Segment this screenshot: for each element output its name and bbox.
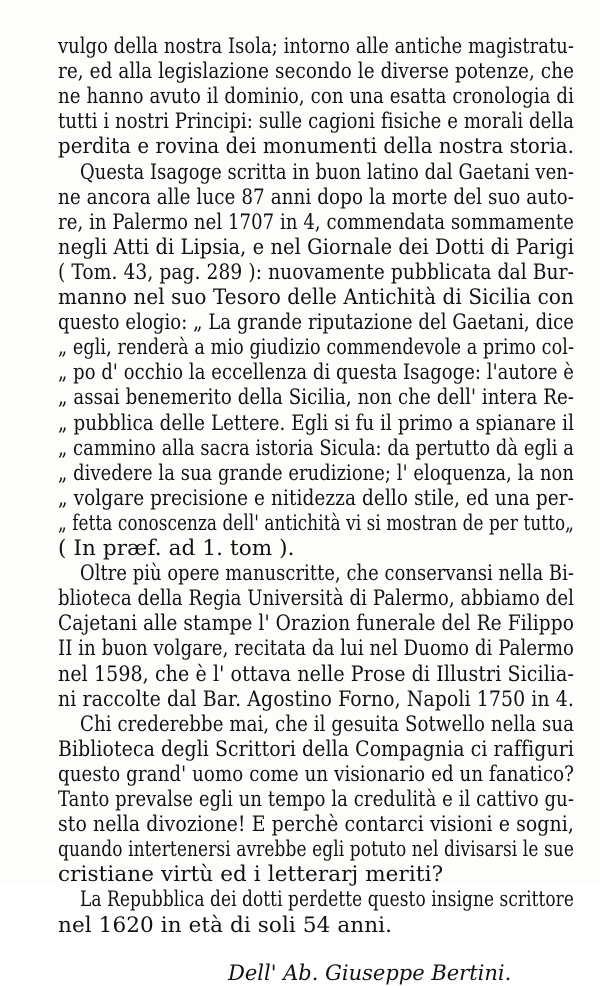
text-line: La Repubblica dei dotti perdette questo insigne scrittore — [80, 887, 574, 913]
text-line: ( Tom. 43, pag. 289 ): nuovamente pubblicata dal Bur- — [58, 259, 575, 285]
text-line: Tanto prevalse egli un tempo la credulità e il cattivo gu- — [58, 787, 574, 812]
text-line: questo grand' uomo come un visionario ed un fanatico? — [58, 761, 575, 787]
text-line: „ egli, renderà a mio giudizio commendevole a primo col- — [58, 335, 575, 361]
text-line: re, in Palermo nel 1707 in 4, commendata sommamente — [58, 209, 574, 235]
text-line: II in buon volgare, recitata da lui nel Duomo di Palermo — [58, 636, 575, 662]
text-line: manno nel suo Tesoro delle Antichità di Sicilia con — [58, 285, 574, 310]
text-line: quando intertenersi avrebbe egli potuto nel divisarsi le sue — [58, 837, 574, 863]
text-line: Chi crederebbe mai, che il gesuita Sotwello nella sua — [80, 711, 575, 737]
text-line: „ pubblica delle Lettere. Egli si fu il primo a spianare il — [58, 410, 575, 436]
text-line: nel 1598, che è l' ottava nelle Prose di Illustri Sicilia- — [58, 661, 574, 687]
text-line: vulgo della nostra Isola; intorno alle antiche magistratu- — [58, 34, 574, 59]
text-line: tutti i nostri Principi: sulle cagioni fisiche e morali della — [58, 109, 574, 135]
text-line: perdita e rovina dei monumenti della nostra storia. — [58, 134, 575, 160]
text-line: sto nella divozione! E perchè contarci visioni e sogni, — [58, 812, 574, 838]
text-line: „ cammino alla sacra istoria Sicula: da pertutto dà egli a — [58, 435, 574, 461]
text-line: „ divedere la sua grande erudizione; l' eloquenza, la non — [58, 460, 574, 486]
text-line: „ volgare precisione e nitidezza dello stile, ed una per- — [58, 485, 575, 511]
text-line: Questa Isagoge scritta in buon latino dal Gaetani ven- — [80, 159, 574, 185]
text-line: „ po d' occhio la eccellenza di questa Isagoge: l'autore è — [58, 360, 574, 386]
author-signature: Dell' Ab. Giuseppe Bertini. — [228, 960, 512, 985]
text-line: blioteca della Regia Università di Palermo, abbiamo del — [58, 586, 575, 612]
text-line: re, ed alla legislazione secondo le diverse potenze, che — [58, 59, 575, 85]
text-line: „ assai benemerito della Sicilia, non che dell' intera Re- — [58, 385, 575, 411]
text-line: questo elogio: „ La grande riputazione del Gaetani, dice — [58, 310, 574, 336]
text-line: nel 1620 in età di soli 54 anni. — [58, 912, 393, 938]
text-line: „ fetta conoscenza dell' antichità vi si mostran de per tutto„ — [58, 510, 574, 536]
text-line: ni raccolte dal Bar. Agostino Forno, Napoli 1750 in 4. — [58, 686, 575, 712]
text-line: ne ancora alle luce 87 anni dopo la morte del suo auto- — [58, 184, 574, 210]
text-line: ne hanno avuto il dominio, con una esatta cronologia di — [58, 84, 574, 110]
text-line: negli Atti di Lipsia, e nel Giornale dei Dotti di Parigi — [58, 234, 574, 260]
text-line: cristiane virtù ed i letterarj meriti? — [58, 862, 444, 888]
text-line: Oltre più opere manuscritte, che conservansi nella Bi- — [80, 561, 575, 587]
text-line: Biblioteca degli Scrittori della Compagnia ci raffiguri — [58, 736, 574, 762]
text-line: ( In præf. ad 1. tom ). — [58, 536, 295, 561]
text-line: Cajetani alle stampe l' Orazion funerale del Re Filippo — [58, 611, 574, 637]
